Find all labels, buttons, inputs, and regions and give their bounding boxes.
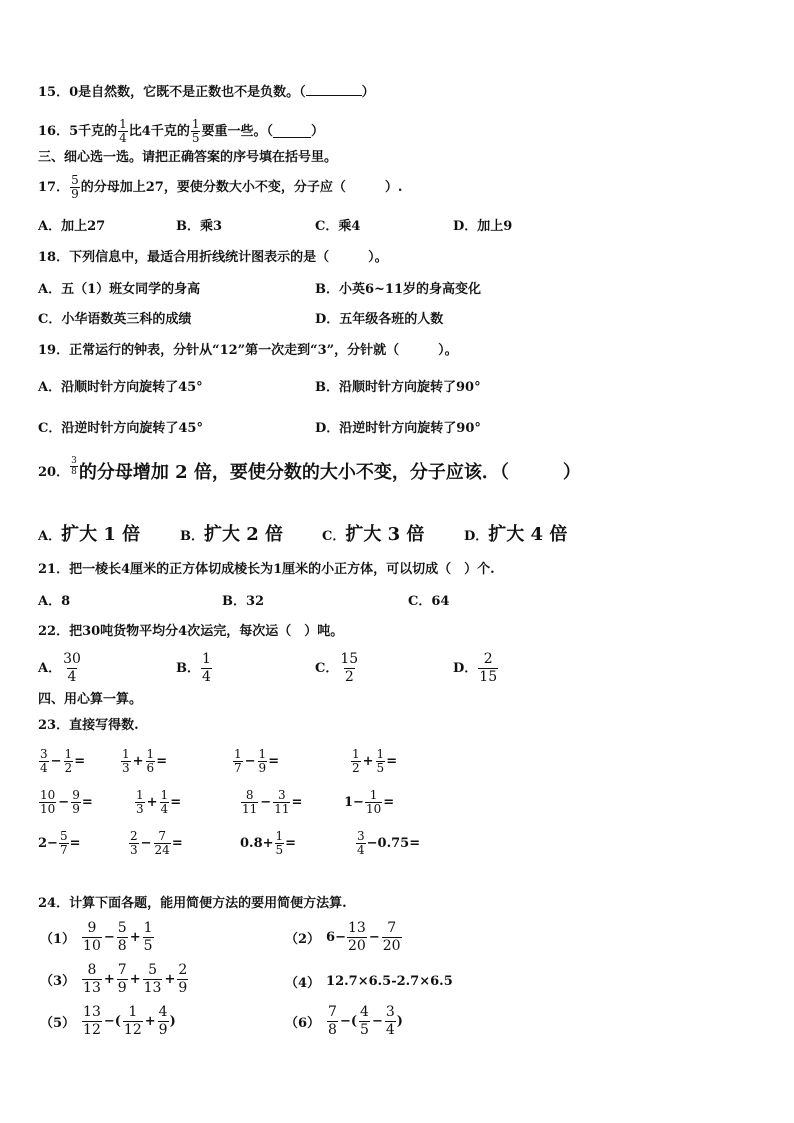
option-d[interactable]: D．五年级各班的人数 bbox=[315, 312, 444, 327]
option-c[interactable]: C．64 bbox=[408, 594, 450, 609]
calc-item: 1 3 + $\frac{1}{6}$ = bbox=[122, 747, 168, 775]
option-c[interactable]: C．扩大 3 倍 bbox=[322, 524, 425, 545]
option-d[interactable]: D． 2 15 bbox=[453, 651, 498, 685]
question-19: 19．正常运行的钟表，分针从“12”第一次走到“3”，分针就（ ）。 bbox=[38, 343, 458, 358]
option-b[interactable]: B． 1 4 bbox=[176, 651, 211, 685]
fraction: 1 5 bbox=[191, 117, 200, 145]
problem-2: （2） 6− $\frac{13}{20}$ − $\frac{7}{20}$ bbox=[285, 920, 401, 954]
fraction: 5 9 bbox=[71, 173, 79, 201]
question-24: 24．计算下面各题，能用简便方法的要用简便方法算. bbox=[38, 896, 347, 911]
calc-item: 10 10 − $\frac{9}{9}$ = bbox=[40, 788, 93, 816]
option-b[interactable]: B．沿顺时针方向旋转了90° bbox=[315, 380, 481, 395]
question-23: 23．直接写得数. bbox=[38, 718, 139, 733]
option-b[interactable]: B．扩大 2 倍 bbox=[180, 524, 284, 545]
problem-5: （5） 13 12 −( 1 12 + $\frac{4}{9}$ ) bbox=[40, 1004, 176, 1038]
option-d[interactable]: D．加上9 bbox=[453, 219, 513, 234]
section-heading: 三、细心选一选。请把正确答案的序号填在括号里。 bbox=[38, 150, 338, 165]
option-c[interactable]: C．小华语数英三科的成绩 bbox=[38, 312, 192, 327]
section-heading: 四、用心算一算。 bbox=[38, 692, 143, 707]
problem-6: （6） 7 8 −( 4 5 − $\frac{3}{4}$ ) bbox=[285, 1004, 403, 1038]
calc-item: 0.8+ $\frac{1}{5}$ = bbox=[240, 829, 297, 857]
option-a[interactable]: A．扩大 1 倍 bbox=[38, 524, 141, 545]
question-15: 15．0是自然数，它既不是正数也不是负数。（ ） bbox=[38, 85, 375, 100]
question-17: 17． 5 9 的分母加上27，要使分数大小不变，分子应（ ）. bbox=[38, 173, 403, 201]
option-a[interactable]: A．沿顺时针方向旋转了45° bbox=[38, 380, 203, 395]
calc-item: 3 4 −0.75= bbox=[357, 829, 421, 857]
calc-item: 8 11 − $\frac{3}{11}$ = bbox=[242, 788, 303, 816]
problem-1: （1） 9 10 − $\frac{5}{8}$ + $\frac{1}{5}$ bbox=[40, 920, 153, 954]
question-16: 16． 5千克的 1 4 比4千克的 1 5 要重一些。（ ） bbox=[38, 117, 324, 145]
option-b[interactable]: B．小英6~11岁的身高变化 bbox=[315, 282, 482, 297]
calc-item: 2 3 − $\frac{7}{24}$ = bbox=[130, 829, 183, 857]
problem-4: （4） 12.7×6.5-2.7×6.5 bbox=[285, 974, 453, 991]
fraction: 3 8 bbox=[71, 455, 77, 477]
calc-item: 1 2 + $\frac{1}{5}$ = bbox=[352, 747, 398, 775]
option-a[interactable]: A．五（1）班女同学的身高 bbox=[38, 282, 201, 297]
answer-blank[interactable] bbox=[306, 83, 362, 96]
option-c[interactable]: C．乘4 bbox=[315, 219, 361, 234]
option-a[interactable]: A．加上27 bbox=[38, 219, 106, 234]
question-21: 21．把一棱长4厘米的正方体切成棱长为1厘米的小正方体，可以切成（ ）个. bbox=[38, 562, 495, 577]
option-a[interactable]: A．8 bbox=[38, 594, 71, 609]
fraction: 1 4 bbox=[119, 117, 127, 145]
option-d[interactable]: D．扩大 4 倍 bbox=[464, 524, 568, 545]
question-18: 18．下列信息中，最适合用折线统计图表示的是（ ）。 bbox=[38, 250, 388, 265]
calc-item: 2− $\frac{5}{7}$ = bbox=[38, 829, 81, 857]
question-20: 20． 3 8 的分母增加 2 倍，要使分数的大小不变，分子应该．（ ） bbox=[38, 455, 581, 483]
question-text: 0是自然数，它既不是正数也不是负数。（ bbox=[69, 85, 306, 100]
option-b[interactable]: B．乘3 bbox=[176, 219, 223, 234]
calc-item: 3 4 − $\frac{1}{2}$ = bbox=[40, 747, 86, 775]
calc-item: 1 3 + $\frac{1}{4}$ = bbox=[136, 788, 182, 816]
problem-3: （3） 8 13 + $\frac{7}{9}$ + $\frac{5}{13}$ + $\frac{2}{9}$ bbox=[40, 962, 188, 996]
option-d[interactable]: D．沿逆时针方向旋转了90° bbox=[315, 421, 481, 436]
answer-blank[interactable] bbox=[273, 125, 311, 138]
option-c[interactable]: C．沿逆时针方向旋转了45° bbox=[38, 421, 203, 436]
question-22: 22．把30吨货物平均分4次运完，每次运（ ）吨。 bbox=[38, 624, 344, 639]
calc-item: 1 7 − $\frac{1}{9}$ = bbox=[234, 747, 280, 775]
option-b[interactable]: B．32 bbox=[222, 594, 265, 609]
question-number: 15． bbox=[38, 85, 70, 100]
calc-item: 1− $\frac{1}{10}$ = bbox=[344, 788, 395, 816]
option-a[interactable]: A． 30 4 bbox=[38, 651, 81, 685]
option-c[interactable]: C． 15 2 bbox=[315, 651, 359, 685]
